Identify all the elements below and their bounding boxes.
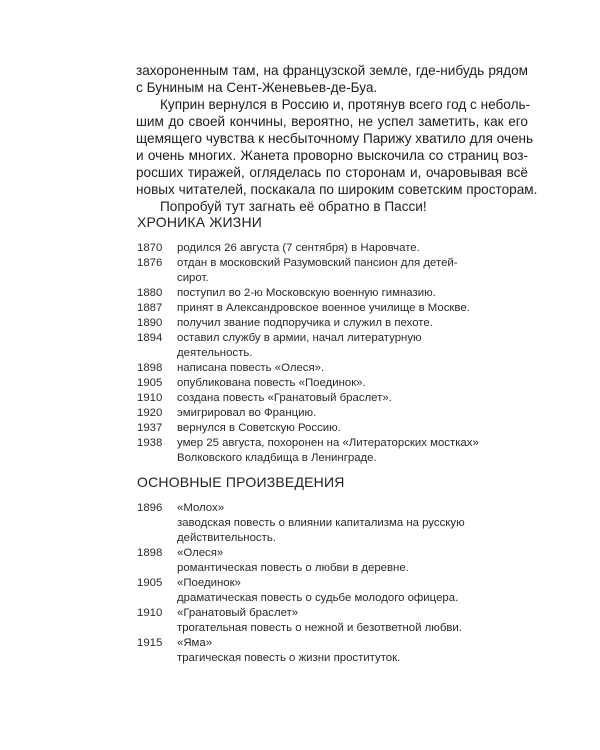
entry-line: деятельность. [177,347,253,359]
year: 1896 [137,502,163,514]
entry-line: действительность. [177,532,276,544]
entry-text [177,361,537,376]
year: 1920 [137,407,163,419]
paragraph-line: шим до своей кончины, вероятно, не успел заметить, как его [136,114,528,129]
year: 1905 [137,377,163,389]
entry-line: создана повесть «Гранатовый браслет». [177,392,392,404]
paragraph-line: Попробуй тут загнать её обратно в Пасси! [160,199,427,214]
year: 1894 [137,332,163,344]
chronicle-item [137,316,537,331]
entry-text [177,636,537,666]
chronicle-item [137,421,537,436]
entry-line: эмигрировал во Францию. [177,407,317,419]
entry-line: родился 26 августа (7 сентября) в Наровчате. [177,242,420,254]
year: 1898 [137,547,163,559]
year: 1880 [137,287,163,299]
year: 1938 [137,437,163,449]
entry-line: трогательная повесть о нежной и безответной любви. [177,622,462,634]
entry-line: драматическая повесть о судьбе молодого офицера. [177,592,459,604]
entry-line: оставил службу в армии, начал литературную [177,332,422,344]
entry-text [177,421,537,436]
chronicle-item [137,256,537,286]
entry-text [177,391,537,406]
entry-line: «Гранатовый браслет» [177,607,299,619]
work-item [137,606,537,636]
work-item [137,576,537,606]
entry-line: трагическая повесть о жизни проституток. [177,652,401,664]
chronicle-item [137,301,537,316]
entry-line: принят в Александровское военное училище в Москве. [177,302,470,314]
chronicle-heading: ХРОНИКА ЖИЗНИ [137,214,263,230]
entry-text [177,376,537,391]
chronicle-item [137,406,537,421]
entry-line: поступил во 2-ю Московскую военную гимназию. [177,287,436,299]
paragraph-line: Куприн вернулся в Россию и, протянув всего год с неболь- [160,97,531,112]
entry-line: вернулся в Советскую Россию. [177,422,341,434]
chronicle-item [137,436,537,466]
entry-text [177,546,537,576]
paragraph-line: с Буниным на Сент-Женевьев-де-Буа. [136,80,378,95]
paragraph-line: росших тиражей, огляделась по сторонам и, очаровывая всё [136,165,528,180]
entry-text [177,436,537,466]
entry-line: умер 25 августа, похоронен на «Литераторских мостках» [177,437,479,449]
chronicle-item [137,376,537,391]
entry-line: отдан в московский Разумовский пансион для детей- [177,257,458,269]
year: 1915 [137,637,163,649]
entry-text [177,606,537,636]
entry-text [177,316,537,331]
entry-line: «Олеся» [177,547,224,559]
entry-text [177,576,537,606]
entry-text [177,501,537,546]
entry-line: Волковского кладбища в Ленинграде. [177,452,377,464]
paragraph-line: захороненным там, на французской земле, где-нибудь рядом [136,63,528,78]
entry-text [177,256,537,286]
entry-line: «Молох» [177,502,225,514]
year: 1870 [137,242,163,254]
year: 1890 [137,317,163,329]
entry-text [177,241,537,256]
paragraph-line: щемящего чувства к несбыточному Парижу хватило для очень [136,131,534,146]
year: 1876 [137,257,163,269]
entry-line: опубликована повесть «Поединок». [177,377,366,389]
entry-text [177,406,537,421]
chronicle-item [137,286,537,301]
entry-line: получил звание подпоручика и служил в пехоте. [177,317,433,329]
year: 1910 [137,607,163,619]
entry-line: написана повесть «Олеся». [177,362,325,374]
entry-text [177,331,537,361]
work-item [137,546,537,576]
entry-line: романтическая повесть о любви в деревне. [177,562,409,574]
entry-line: заводская повесть о влиянии капитализма на русскую [177,517,465,529]
chronicle-item [137,241,537,256]
entry-text [177,286,537,301]
body-paragraph [136,62,538,215]
work-item [137,636,537,666]
chronicle-item [137,331,537,361]
entry-line: «Яма» [177,637,213,649]
year: 1887 [137,302,163,314]
works-heading: ОСНОВНЫЕ ПРОИЗВЕДЕНИЯ [137,474,345,490]
paragraph-line: новых читателей, поскакала по широким советским просторам. [136,182,538,197]
entry-line: сирот. [177,272,209,284]
paragraph-line: и очень многих. Жанета проворно выскочила со страниц воз- [136,148,528,163]
year: 1898 [137,362,163,374]
year: 1937 [137,422,163,434]
entry-text [177,301,537,316]
chronicle-item [137,391,537,406]
year: 1910 [137,392,163,404]
chronicle-item [137,361,537,376]
year: 1905 [137,577,163,589]
chronicle-list [137,241,537,466]
entry-line: «Поединок» [177,577,241,589]
work-item [137,501,537,546]
works-list [137,501,537,666]
